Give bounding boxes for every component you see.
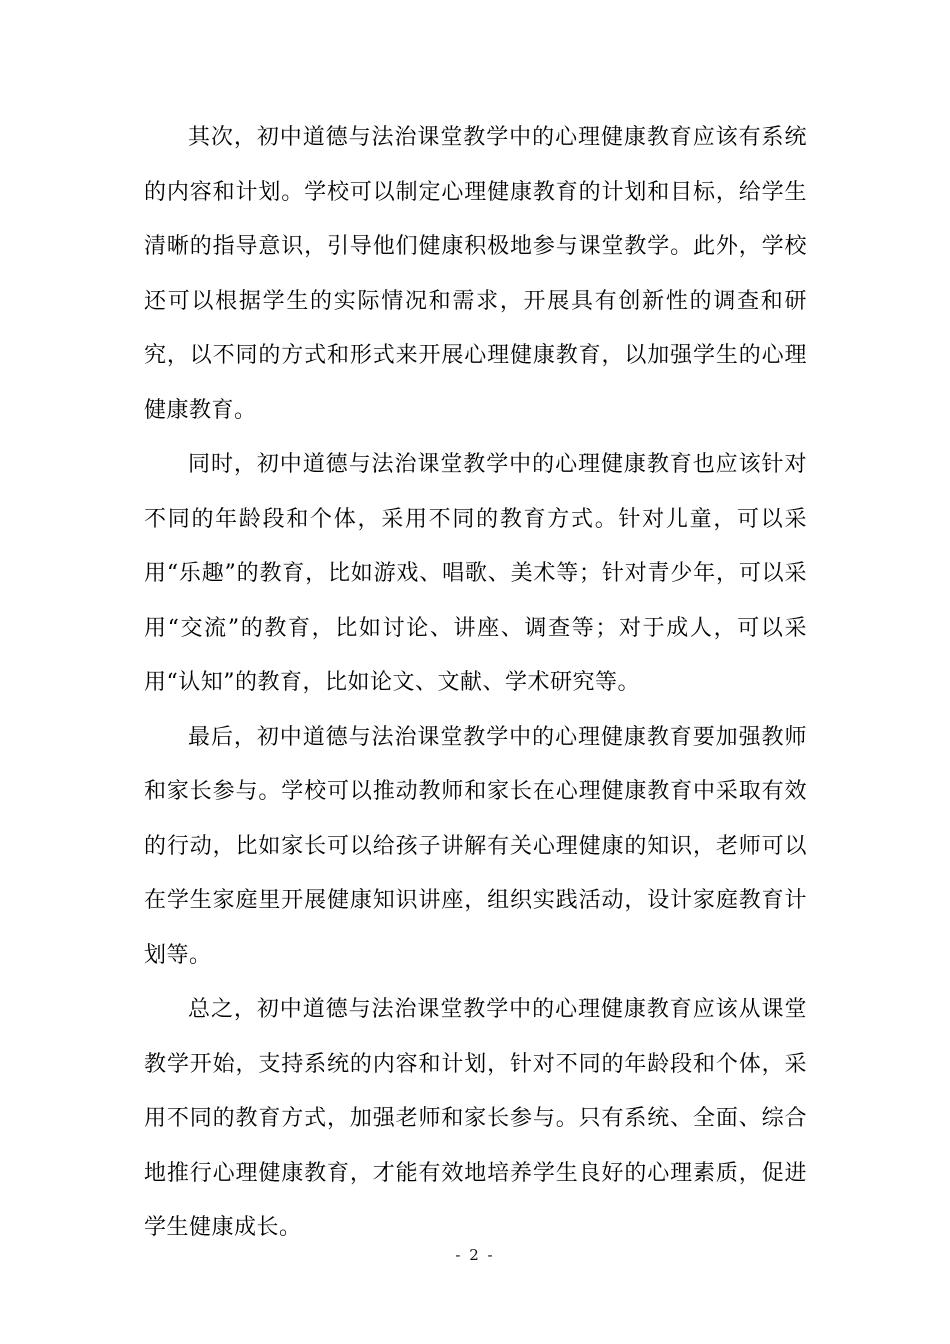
paragraph-4: 总之，初中道德与法治课堂教学中的心理健康教育应该从课堂教学开始，支持系统的内容和计划，针对不同的年龄段和个体，采用不同的教育方式，加强老师和家长参与。只有系统、全面、综合地推行心理健康教育，才能有效地培养学生良好的心理素质，促进学生健康成长。 [144, 997, 807, 1240]
paragraph-1: 其次，初中道德与法治课堂教学中的心理健康教育应该有系统的内容和计划。学校可以制定心理健康教育的计划和目标，给学生清晰的指导意识，引导他们健康积极地参与课堂教学。此外，学校还可以根据学生的实际情况和需求，开展具有创新性的调查和研究，以不同的方式和形式来开展心理健康教育，以加强学生的心理健康教育。 [144, 125, 807, 423]
page-number: - 2 - [455, 1246, 495, 1264]
body-text [144, 111, 807, 1256]
paragraph-3: 最后，初中道德与法治课堂教学中的心理健康教育要加强教师和家长参与。学校可以推动教师和家长在心理健康教育中采取有效的行动，比如家长可以给孩子讲解有关心理健康的知识，老师可以在学生家庭里开展健康知识讲座，组织实践活动，设计家庭教育计划等。 [144, 724, 807, 968]
paragraph-2: 同时，初中道德与法治课堂教学中的心理健康教育也应该针对不同的年龄段和个体，采用不同的教育方式。针对儿童，可以采用“乐趣”的教育，比如游戏、唱歌、美术等；针对青少年，可以采用“交流”的教育，比如讨论、讲座、调查等；对于成人，可以采用“认知”的教育，比如论文、文献、学术研究等。 [144, 452, 807, 695]
